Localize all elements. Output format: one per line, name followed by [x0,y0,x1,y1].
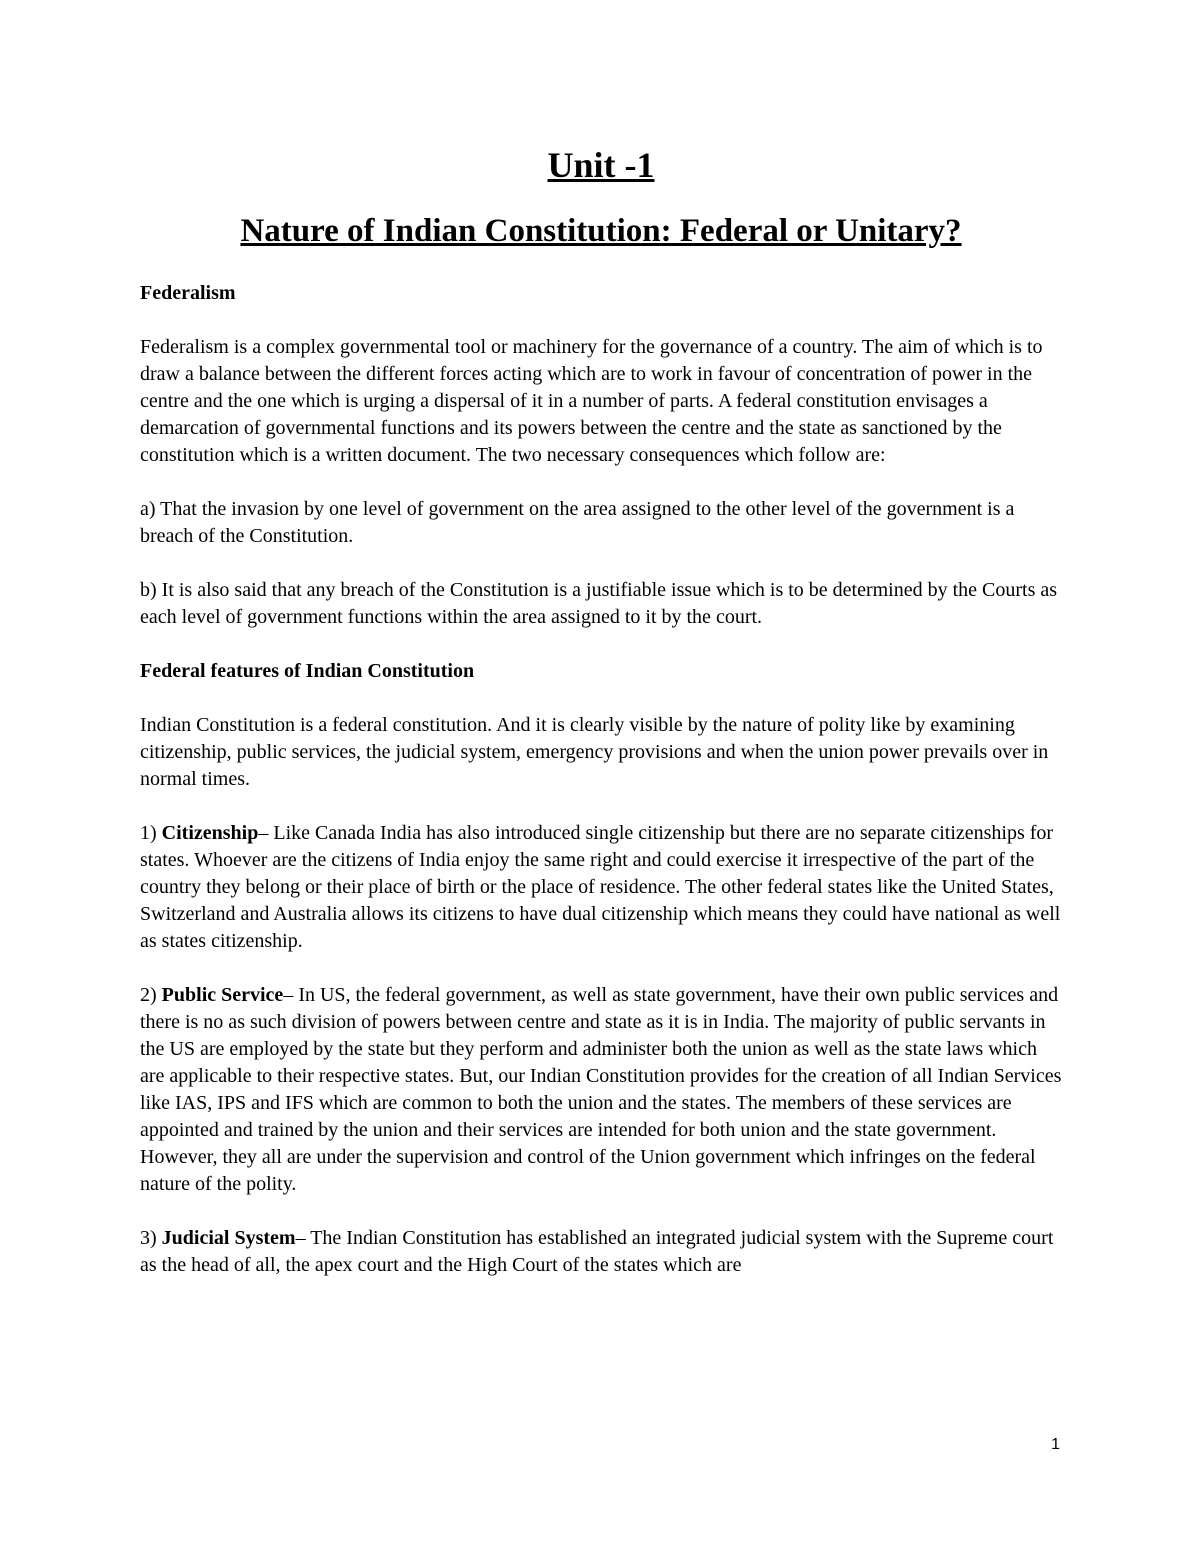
page-number: 1 [1051,1436,1060,1453]
citizenship-paragraph [140,820,1062,955]
heading-federalism: Federalism [140,282,236,304]
federal-features-intro-paragraph: Indian Constitution is a federal constitution. And it is clearly visible by the nature of polity like by examining citizenship, public services, the judicial system, emergency provisions and when the union power prevails over in normal times. [140,714,1049,790]
item-number: 1) [140,822,162,844]
item-term: Citizenship [161,822,259,844]
item-term: Judicial System [161,1227,296,1249]
public-service-paragraph [140,982,1062,1198]
item-term: Public Service [161,984,284,1006]
item-number: 2) [140,984,162,1006]
item-number: 3) [140,1227,162,1249]
item-text: – In US, the federal government, as well as state government, have their own public services and there is no as such division of powers between centre and state as it is in India. The majority of public servants in the US are employed by the state but they perform and administer both the union as well as the state laws which are applicable to their respective states. But, our Indian Constitution provides for the creation of all Indian Services like IAS, IPS and IFS which are common to both the union and the states. The members of these services are appointed and trained by the union and their services are intended for both union and the state government. However, they all are under the supervision and control of the Union government which infringes on the federal nature of the polity. [140,984,1062,1195]
heading-federal-features: Federal features of Indian Constitution [140,660,475,682]
point-a-paragraph: a) That the invasion by one level of government on the area assigned to the other level of the government is a breach of the Constitution. [140,498,1015,547]
federalism-intro-paragraph: Federalism is a complex governmental tool or machinery for the governance of a country. The aim of which is to draw a balance between the different forces acting which are to work in favour of concentration of power in the centre and the one which is urging a dispersal of it in a number of parts. A federal constitution envisages a demarcation of governmental functions and its powers between the centre and the state as sanctioned by the constitution which is a written document. The two necessary consequences which follow are: [140,336,1043,466]
point-b-paragraph: b) It is also said that any breach of the Constitution is a justifiable issue which is to be determined by the Courts as each level of government functions within the area assigned to it by the court. [140,579,1058,628]
document-title: Nature of Indian Constitution: Federal or Unitary? [240,213,962,249]
item-text: – The Indian Constitution has established an integrated judicial system with the Supreme court as the head of all, the apex court and the High Court of the states which are [140,1227,1054,1276]
item-text: – Like Canada India has also introduced single citizenship but there are no separate citizenships for states. Whoever are the citizens of India enjoy the same right and could exercise it irrespective of the part of the country they belong or their place of birth or the place of residence. The other federal states like the United States, Switzerland and Australia allows its citizens to have dual citizenship which means they could have national as well as states citizenship. [140,822,1061,952]
unit-title: Unit -1 [547,145,655,185]
judicial-system-paragraph [140,1225,1062,1279]
page-content [140,140,1062,1279]
